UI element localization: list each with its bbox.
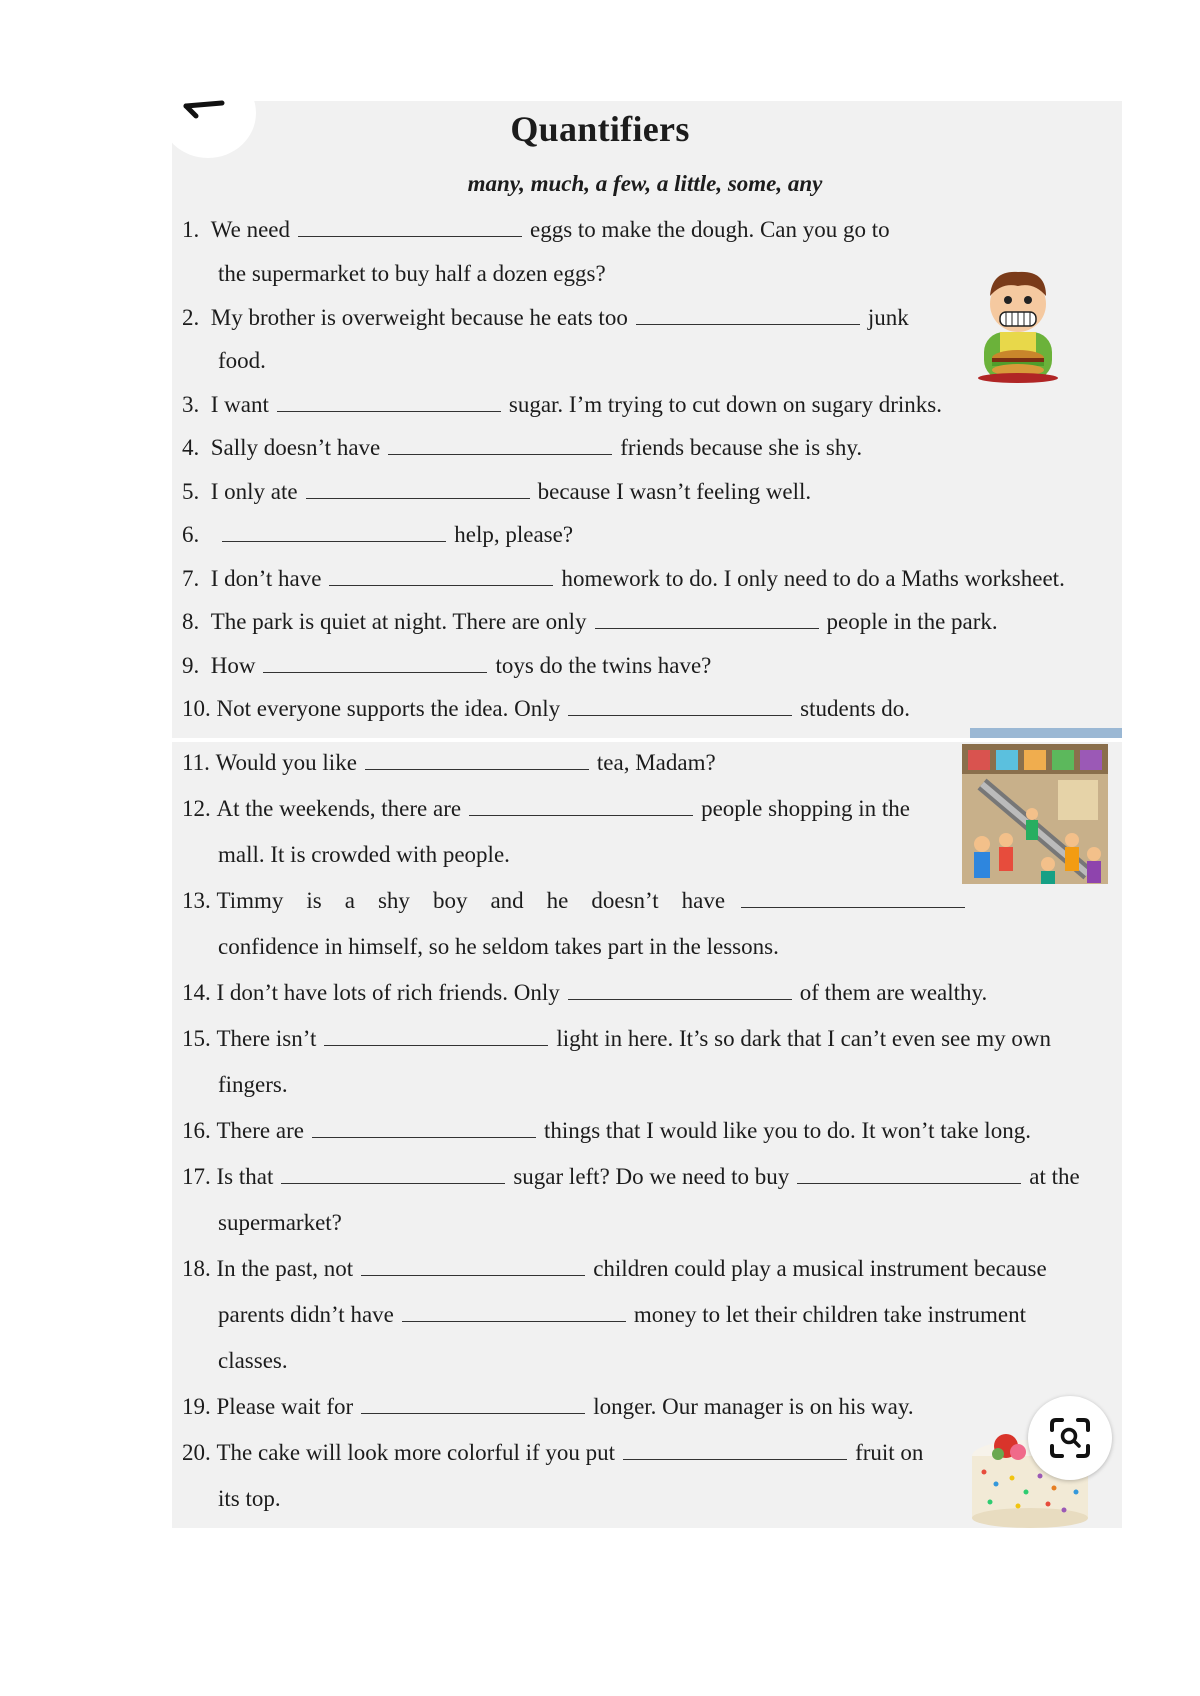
answer-blank[interactable] [388, 434, 612, 455]
shopping-mall-illustration [962, 744, 1108, 884]
answer-blank[interactable] [365, 749, 589, 770]
question-17: 17. Is that sugar left? Do we need to buy at the [182, 1164, 1080, 1189]
answer-blank[interactable] [361, 1255, 585, 1276]
question-13-cont: confidence in himself, so he seldom takes part in the lessons. [218, 934, 779, 959]
worksheet-subtitle: many, much, a few, a little, some, any [467, 171, 823, 196]
question-3: 3. I want sugar. I’m trying to cut down on sugary drinks. [182, 392, 942, 417]
answer-blank[interactable] [324, 1025, 548, 1046]
answer-blank[interactable] [568, 979, 792, 1000]
question-16: 16. There are things that I would like you to do. It won’t take long. [182, 1118, 1031, 1143]
answer-blank[interactable] [312, 1117, 536, 1138]
question-18-line2: parents didn’t have money to let their children take instrument [218, 1302, 1027, 1327]
answer-blank[interactable] [595, 608, 819, 629]
question-7: 7. I don’t have homework to do. I only need to do a Maths worksheet. [182, 566, 1065, 591]
answer-blank[interactable] [623, 1439, 847, 1460]
question-2: 2. My brother is overweight because he eats too junk [182, 305, 909, 330]
worksheet-title: Quantifiers [510, 109, 690, 149]
answer-blank[interactable] [469, 795, 693, 816]
answer-blank[interactable] [402, 1301, 626, 1322]
answer-blank[interactable] [329, 565, 553, 586]
question-1: 1. We need eggs to make the dough. Can you go to [182, 217, 890, 242]
question-9: 9. How toys do the twins have? [182, 653, 712, 678]
answer-blank[interactable] [361, 1393, 585, 1414]
question-11: 11. Would you like tea, Madam? [182, 750, 716, 775]
question-19: 19. Please wait for longer. Our manager is on his way. [182, 1394, 914, 1419]
question-15: 15. There isn’t light in here. It’s so dark that I can’t even see my own [182, 1026, 1051, 1051]
question-20-cont: its top. [218, 1486, 281, 1511]
question-6: 6. help, please? [182, 522, 574, 547]
question-4: 4. Sally doesn’t have friends because she is shy. [182, 435, 863, 460]
question-10: 10. Not everyone supports the idea. Only students do. [182, 696, 911, 721]
question-20: 20. The cake will look more colorful if you put fruit on [182, 1440, 924, 1465]
question-17-cont: supermarket? [218, 1210, 342, 1235]
answer-blank[interactable] [568, 695, 792, 716]
mall-photo-top-sliver [970, 728, 1122, 738]
answer-blank[interactable] [263, 652, 487, 673]
question-13: 13. Timmy is a shy boy and he doesn’t have [182, 886, 973, 916]
question-8: 8. The park is quiet at night. There are only people in the park. [182, 609, 998, 634]
boy-eating-burger-illustration [970, 262, 1066, 384]
question-15-cont: fingers. [218, 1072, 288, 1097]
answer-blank[interactable] [298, 216, 522, 237]
question-14: 14. I don’t have lots of rich friends. Only of them are wealthy. [182, 980, 988, 1005]
answer-blank[interactable] [636, 304, 860, 325]
question-1-cont: the supermarket to buy half a dozen eggs? [218, 261, 606, 286]
answer-blank[interactable] [222, 521, 446, 542]
image-search-button[interactable] [1028, 1396, 1112, 1480]
answer-blank[interactable] [741, 887, 965, 908]
question-2-cont: food. [218, 348, 266, 373]
question-18: 18. In the past, not children could play a musical instrument because [182, 1256, 1047, 1281]
image-seam [172, 738, 1122, 742]
question-18-cont: classes. [218, 1348, 288, 1373]
answer-blank[interactable] [797, 1163, 1021, 1184]
question-12: 12. At the weekends, there are people shopping in the [182, 796, 910, 821]
question-5: 5. I only ate because I wasn’t feeling well. [182, 479, 812, 504]
answer-blank[interactable] [306, 478, 530, 499]
answer-blank[interactable] [281, 1163, 505, 1184]
answer-blank[interactable] [277, 391, 501, 412]
question-12-cont: mall. It is crowded with people. [218, 842, 510, 867]
image-search-lens-icon [1048, 1416, 1092, 1460]
